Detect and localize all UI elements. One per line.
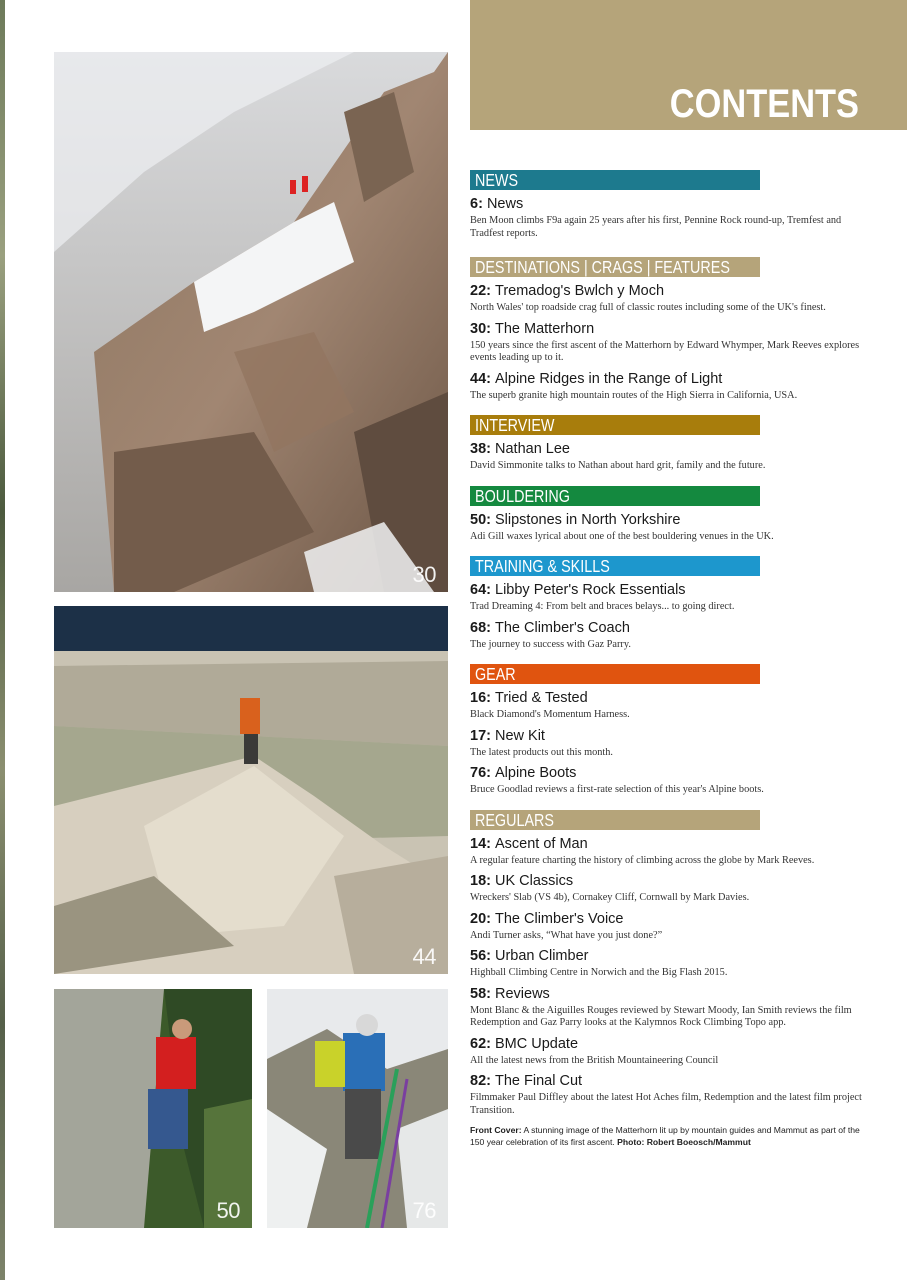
section-heading-label: BOULDERING — [475, 485, 570, 506]
entry-title — [470, 689, 870, 707]
entry-description: The journey to success with Gaz Parry. — [470, 638, 631, 650]
entry-page-number: 64 — [470, 582, 487, 598]
page-number-label: 50 — [216, 1198, 240, 1223]
entry-title-text: BMC Update — [495, 1035, 579, 1052]
entry-separator: : — [486, 910, 495, 927]
photo-boulderer — [54, 989, 252, 1228]
entry-page-number: 20 — [470, 910, 487, 927]
entry-page-number: 6 — [470, 196, 479, 212]
entry-description: All the latest news from the British Mountaineering Council — [470, 1054, 719, 1066]
entry-title-text: The Climber's Coach — [495, 619, 630, 636]
entry-title-text: UK Classics — [495, 873, 574, 889]
entry-separator: : — [486, 835, 495, 852]
entry-separator: : — [486, 511, 495, 528]
entry-title-text: The Climber's Voice — [495, 910, 624, 927]
section-heading-label: REGULARS — [475, 809, 554, 830]
contents-entry[interactable] — [470, 1072, 870, 1117]
entry-page-number: 44 — [470, 370, 487, 387]
entry-description: Adi Gill waxes lyrical about one of the best bouldering venues in the UK. — [470, 530, 774, 542]
section-heading — [470, 810, 760, 830]
entry-separator: : — [486, 283, 495, 299]
entry-title — [470, 835, 870, 853]
contents-entry[interactable] — [470, 947, 870, 980]
contents-entry[interactable] — [470, 872, 870, 905]
entry-title — [470, 1072, 870, 1090]
entry-title — [470, 872, 870, 890]
photo-alpine-climber — [267, 989, 448, 1228]
contents-entry[interactable] — [470, 581, 870, 614]
entry-page-number: 50 — [470, 511, 487, 528]
entry-description: The latest products out this month. — [470, 746, 613, 758]
photo-sierra-ridge — [54, 606, 448, 974]
entry-separator: : — [486, 582, 495, 598]
entry-page-number: 22 — [470, 283, 487, 299]
section-heading — [470, 664, 760, 684]
entry-title — [470, 195, 870, 213]
entry-title — [470, 282, 870, 300]
entry-title — [470, 910, 870, 928]
contents-entry[interactable] — [470, 764, 870, 797]
section-heading-label: GEAR — [475, 664, 516, 684]
section-heading — [470, 170, 760, 190]
section-heading — [470, 556, 760, 576]
contents-entry[interactable] — [470, 195, 870, 240]
photo-matterhorn — [54, 52, 448, 592]
entry-description: Highball Climbing Centre in Norwich and the Big Flash 2015. — [470, 967, 728, 978]
contents-entry[interactable] — [470, 320, 870, 365]
section-heading — [470, 257, 760, 277]
section-heading-label: INTERVIEW — [475, 415, 555, 435]
entry-title-text: Libby Peter's Rock Essentials — [495, 582, 686, 598]
entry-title-text: Slipstones in North Yorkshire — [495, 511, 681, 528]
entry-title — [470, 727, 870, 745]
contents-entry[interactable] — [470, 370, 870, 403]
section-heading-label: TRAINING & SKILLS — [475, 556, 610, 576]
section-heading — [470, 486, 760, 506]
entry-title — [470, 511, 870, 529]
caption-text: A stunning image of the Matterhorn lit up by mountain guides and Mammut as part of the 150 year celebration of its first ascent. — [470, 1125, 860, 1147]
entry-separator: : — [486, 619, 495, 636]
entry-separator: : — [486, 370, 495, 387]
entry-title-text: Ascent of Man — [495, 835, 588, 852]
section-heading-label: DESTINATIONS | CRAGS | FEATURES — [475, 257, 730, 277]
entry-description: Andi Turner asks, “What have you just done?” — [470, 929, 663, 941]
entry-description: North Wales' top roadside crag full of classic routes including some of the UK's finest. — [470, 302, 826, 313]
entry-page-number: 17 — [470, 727, 487, 744]
entry-title — [470, 764, 870, 782]
contents-list — [470, 170, 870, 1148]
entry-separator: : — [486, 1035, 495, 1052]
contents-entry[interactable] — [470, 835, 870, 868]
contents-entry[interactable] — [470, 985, 870, 1030]
contents-entry[interactable] — [470, 511, 870, 544]
entry-separator: : — [486, 765, 495, 781]
entry-separator: : — [486, 441, 495, 457]
caption-credit: Photo: Robert Boeosch/Mammut — [614, 1136, 751, 1147]
section-heading-label: NEWS — [475, 170, 519, 190]
entry-title — [470, 370, 870, 388]
entry-title-text: Alpine Boots — [495, 765, 577, 781]
entry-title-text: Reviews — [495, 985, 550, 1002]
entry-title-text: New Kit — [495, 727, 545, 744]
contents-entry[interactable] — [470, 910, 870, 943]
entry-description: A regular feature charting the history of climbing across the globe by Mark Reeves. — [470, 854, 815, 866]
entry-description: David Simmonite talks to Nathan about hard grit, family and the future. — [470, 460, 766, 471]
entry-title-text: Tried & Tested — [495, 690, 588, 706]
entry-description: Filmmaker Paul Diffley about the latest Hot Aches film, Redemption and the latest film project Transition. — [470, 1092, 862, 1116]
entry-page-number: 56 — [470, 948, 487, 964]
entry-description: Black Diamond's Momentum Harness. — [470, 709, 630, 720]
entry-title-text: News — [486, 196, 524, 212]
entry-page-number: 30 — [470, 320, 487, 337]
page-title: CONTENTS — [669, 82, 859, 126]
contents-entry[interactable] — [470, 727, 870, 760]
entry-separator: : — [486, 690, 495, 706]
section-heading — [470, 415, 760, 435]
entry-title-text: Nathan Lee — [495, 441, 570, 457]
entry-separator: : — [486, 727, 495, 744]
entry-separator: : — [486, 985, 495, 1002]
entry-page-number: 82 — [470, 1073, 487, 1089]
entry-title-text: The Matterhorn — [495, 320, 595, 337]
entry-description: Ben Moon climbs F9a again 25 years after his first, Pennine Rock round-up, Tremfest and Tradfest reports. — [470, 215, 842, 239]
entry-description: The superb granite high mountain routes of the High Sierra in California, USA. — [470, 389, 798, 401]
entry-title-text: Urban Climber — [495, 948, 589, 964]
entry-separator: : — [486, 873, 495, 889]
entry-description: Trad Dreaming 4: From belt and braces belays... to going direct. — [470, 601, 735, 612]
entry-title — [470, 985, 870, 1003]
entry-title — [470, 440, 870, 458]
entry-page-number: 68 — [470, 619, 487, 636]
entry-title — [470, 619, 870, 637]
entry-page-number: 58 — [470, 985, 487, 1002]
page-number-label: 44 — [412, 944, 436, 969]
entry-title — [470, 581, 870, 599]
entry-separator: : — [486, 320, 495, 337]
entry-title-text: Alpine Ridges in the Range of Light — [495, 370, 723, 387]
page-number-label: 30 — [412, 562, 436, 587]
entry-separator: : — [478, 196, 487, 212]
contents-entry[interactable] — [470, 1035, 870, 1068]
contents-entry[interactable] — [470, 689, 870, 722]
front-cover-caption — [470, 1125, 870, 1148]
contents-entry[interactable] — [470, 619, 870, 652]
entry-page-number: 38 — [470, 441, 487, 457]
entry-description: Bruce Goodlad reviews a first-rate selection of this year's Alpine boots. — [470, 784, 764, 795]
contents-header-bar — [470, 0, 907, 130]
entry-separator: : — [486, 1073, 495, 1089]
contents-entry[interactable] — [470, 440, 870, 473]
entry-title — [470, 320, 870, 338]
contents-entry[interactable] — [470, 282, 870, 315]
entry-title — [470, 947, 870, 965]
page-number-label: 76 — [412, 1198, 436, 1223]
entry-page-number: 16 — [470, 690, 487, 706]
entry-separator: : — [486, 948, 495, 964]
entry-title-text: The Final Cut — [495, 1073, 583, 1089]
caption-label: Front Cover: — [470, 1125, 522, 1135]
entry-page-number: 18 — [470, 873, 487, 889]
entry-page-number: 62 — [470, 1035, 487, 1052]
entry-description: 150 years since the first ascent of the Matterhorn by Edward Whymper, Mark Reeves explores events leading up to it. — [470, 339, 860, 363]
entry-title-text: Tremadog's Bwlch y Moch — [495, 283, 665, 299]
page-edge-strip — [0, 0, 5, 1280]
entry-description: Mont Blanc & the Aiguilles Rouges reviewed by Stewart Moody, Ian Smith reviews the film Redemption and Gaz Parry looks at the Kalymnos Rock Climbing Topo app. — [470, 1004, 852, 1028]
entry-page-number: 14 — [470, 835, 487, 852]
entry-description: Wreckers' Slab (VS 4b), Cornakey Cliff, Cornwall by Mark Davies. — [470, 892, 750, 903]
entry-page-number: 76 — [470, 765, 487, 781]
entry-title — [470, 1035, 870, 1053]
